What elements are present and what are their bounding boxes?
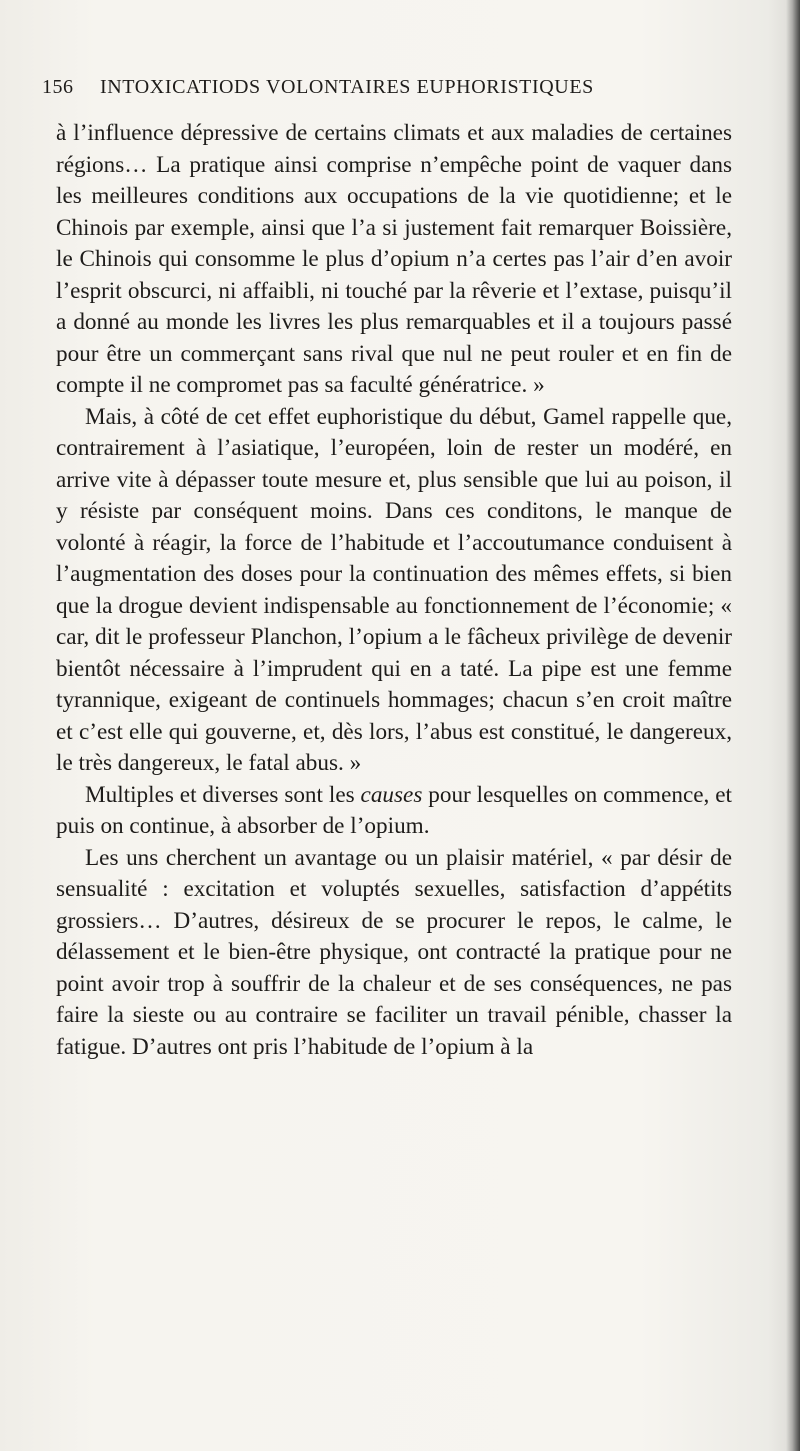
paragraph-1: à l’influence dépressive de certains climats et aux maladies de certaines régions… La pratique ainsi comprise n’empêche point de vaquer dans les meilleures conditions aux occupations de la vie quotidienne; et le Chinois par exemple, ainsi que l’a si justement fait remarquer Boissière, le Chinois qui consomme le plus d’opium n’a certes pas l’air d’en avoir l’esprit obscurci, ni affaibli, ni touché par la rêverie et l’extase, puisqu’il a donné au monde les livres les plus remarquables et il a toujours passé pour être un commerçant sans rival que nul ne peut rouler et en fin de compte il ne compromet pas sa faculté génératrice. » bbox=[56, 120, 732, 398]
page-number: 156 bbox=[42, 76, 74, 98]
paragraph-3-after: pour lesquelles on commence, et puis on continue, à absorber de l’opium. bbox=[56, 781, 732, 839]
page-header bbox=[42, 76, 732, 106]
body-text bbox=[56, 118, 732, 1063]
paragraph-2: Mais, à côté de cet effet euphoristique du début, Gamel rappelle que, contrairement à l’asiatique, l’européen, loin de rester un modéré, en arrive vite à dépasser toute mesure et, plus sensible que lui au poison, il y résiste par conséquent moins. Dans ces conditons, le manque de volonté à réagir, la force de l’habitude et l’accoutumance conduisent à l’augmentation des doses pour la continuation des mêmes effets, si bien que la drogue devient indispensable au fonctionnement de l’économie; « car, dit le professeur Planchon, l’opium a le fâcheux privilège de devenir bientôt nécessaire à l’imprudent qui en a taté. La pipe est une femme tyrannique, exigeant de continuels hommages; chacun s’en croit maître et c’est elle qui gouverne, et, dès lors, l’abus est constitué, le dangereux, le très dangereux, le fatal abus. » bbox=[56, 403, 732, 776]
page-edge-shadow bbox=[786, 0, 800, 1451]
running-head: INTOXICATIODS VOLONTAIRES EUPHORISTIQUES bbox=[100, 76, 594, 98]
paragraph-4: Les uns cherchent un avantage ou un plaisir matériel, « par désir de sensualité : excitation et voluptés sexuelles, satisfaction d’appétits grossiers… D’autres, désireux de se procurer le repos, le calme, le délassement et le bien-être physique, ont contracté la pratique pour ne point avoir trop à souffrir de la chaleur et de ses conséquences, ne pas faire la sieste ou au contraire se faciliter un travail pénible, chasser la fatigue. D’autres ont pris l’habitude de l’opium à la bbox=[56, 844, 732, 1060]
paragraph-3-before: Multiples et diverses sont les bbox=[85, 781, 361, 808]
paragraph-3-emphasis: causes bbox=[360, 781, 423, 808]
paragraph-3 bbox=[56, 780, 732, 843]
